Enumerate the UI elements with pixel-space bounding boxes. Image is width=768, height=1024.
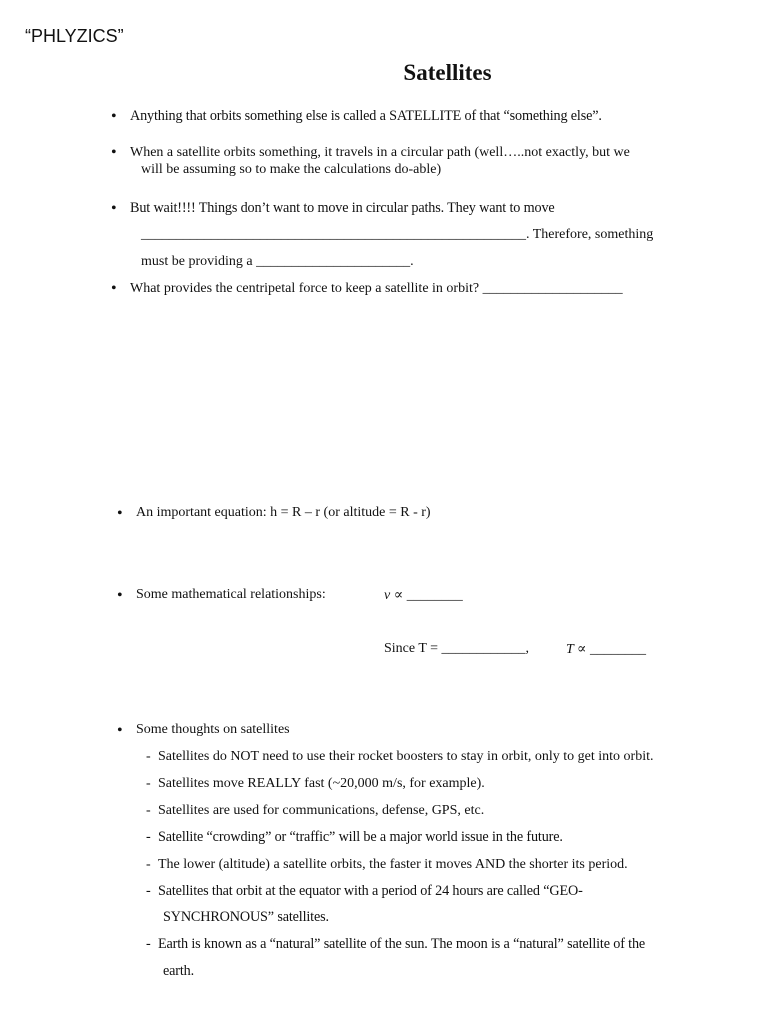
bullet-icon: • [111,108,117,125]
period-proportionality: T ∝ ________ [566,642,647,657]
list-item-continuation: earth. [163,963,195,979]
dash-icon: - [146,749,151,764]
dash-icon: - [146,936,151,952]
bullet-text-but-wait-line1: But wait!!!! Things don’t want to move in circular paths. They want to move [130,200,555,216]
list-item [146,803,484,819]
list-item-text: Satellites move REALLY fast (~20,000 m/s, for example). [158,776,485,791]
document-header-tag: “PHLYZICS” [25,26,124,46]
bullet-text-circular-path-line2: will be assuming so to make the calculations do-able) [141,162,442,177]
dash-icon: - [146,883,151,899]
list-item-text: Satellite “crowding” or “traffic” will be a major world issue in the future. [158,829,563,845]
fill-in-blank-line: _______________________________________________________. Therefore, something [141,227,654,242]
list-item [146,776,485,792]
dash-icon: - [146,829,151,845]
bullet-text-circular-path-line1: When a satellite orbits something, it travels in a circular path (well…..not exactly, but we [130,145,630,160]
bullet-text-important-equation: An important equation: h = R – r (or altitude = R - r) [136,505,431,520]
list-item [146,936,645,953]
list-item [146,829,563,846]
list-item-continuation: SYNCHRONOUS” satellites. [163,909,329,925]
bullet-icon: • [117,587,123,604]
bullet-icon: • [111,280,117,297]
dash-icon: - [146,776,151,791]
dash-icon: - [146,857,151,872]
bullet-text-thoughts-heading: Some thoughts on satellites [136,722,290,737]
dash-icon: - [146,803,151,818]
bullet-icon: • [117,722,123,739]
velocity-proportionality: v ∝ ________ [384,588,463,603]
list-item [146,749,654,765]
list-item [146,883,583,900]
bullet-icon: • [111,144,117,161]
page-title: Satellites [403,60,492,85]
bullet-text-math-relationships: Some mathematical relationships: [136,587,326,602]
list-item-text: The lower (altitude) a satellite orbits, the faster it moves AND the shorter its period. [158,857,628,872]
fill-in-blank-line: must be providing a ______________________. [141,254,414,269]
list-item-text: Earth is known as a “natural” satellite of the sun. The moon is a “natural” satellite of the [158,936,646,952]
list-item-text: Satellites are used for communications, defense, GPS, etc. [158,803,485,818]
list-item-text: Satellites that orbit at the equator with a period of 24 hours are called “GEO- [158,883,583,899]
bullet-icon: • [117,505,123,522]
list-item-text: Satellites do NOT need to use their rocket boosters to stay in orbit, only to get into orbit. [158,749,654,764]
bullet-text-satellite-definition: Anything that orbits something else is called a SATELLITE of that “something else”. [130,108,602,124]
period-definition-blank: Since T = ____________, [384,641,530,656]
list-item [146,857,628,873]
bullet-icon: • [111,200,117,217]
bullet-text-centripetal-question: What provides the centripetal force to keep a satellite in orbit? ____________________ [130,281,623,296]
